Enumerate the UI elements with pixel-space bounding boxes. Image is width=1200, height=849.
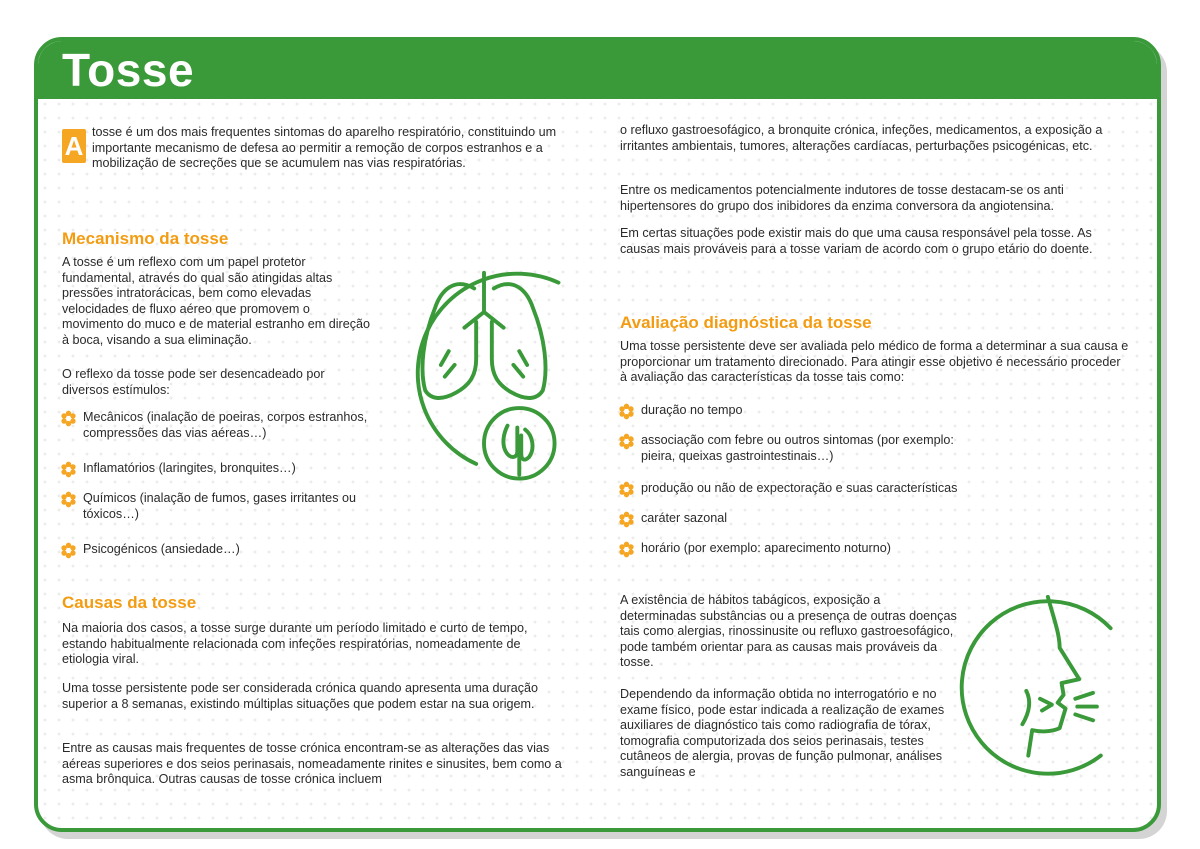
causas-p3: Entre as causas mais frequentes de tosse crónica encontram-se as alterações das vias aéreas superiores e dos seios perinasais, nomeadamente rinites e sinusites, bem como a asma brônquica. Outras causas de tosse crónica incluem bbox=[62, 741, 562, 787]
face-cough-icon bbox=[944, 589, 1140, 785]
list-item-text: Inflamatórios (laringites, bronquites…) bbox=[83, 461, 296, 475]
intro-text: tosse é um dos mais frequentes sintomas do aparelho respiratório, constituindo um importante mecanismo de defesa ao permitir a remoção de corpos estranhos e a mobilização de secreções que se acumulem nas vias respiratórias. bbox=[92, 125, 557, 171]
flower-bullet-icon bbox=[60, 461, 77, 478]
list-item bbox=[618, 541, 1138, 558]
list-item-text: horário (por exemplo: aparecimento noturno) bbox=[641, 541, 891, 555]
flower-bullet-icon bbox=[60, 542, 77, 559]
avaliacao-p2: A existência de hábitos tabágicos, exposição a determinadas substâncias ou a presença de outras doenças tais como alergias, rinossinusite ou refluxo gastroesofágico, pode também orientar para as causas mais prováveis da tosse. bbox=[620, 593, 957, 670]
list-item bbox=[60, 491, 380, 522]
causas-p2: Uma tosse persistente pode ser considerada crónica quando apresenta uma duração superior a 8 semanas, existindo múltiplas situações que podem estar na sua origem. bbox=[62, 681, 539, 711]
flower-bullet-icon bbox=[618, 511, 635, 528]
list-item bbox=[60, 461, 380, 478]
avaliacao-p1: Uma tosse persistente deve ser avaliada pelo médico de forma a determinar a sua causa e proporcionar um tratamento direcionado. Para atingir esse objetivo é necessário proceder à avaliação das características da tosse tais como: bbox=[620, 339, 1129, 385]
flower-bullet-icon bbox=[618, 541, 635, 558]
flower-bullet-icon bbox=[618, 403, 635, 420]
list-item bbox=[60, 542, 380, 559]
heading-causas: Causas da tosse bbox=[62, 593, 197, 612]
page-title: Tosse bbox=[62, 44, 195, 96]
list-item bbox=[618, 403, 1138, 420]
list-item bbox=[618, 511, 1138, 528]
flower-bullet-icon bbox=[60, 410, 77, 427]
list-item-text: Psicogénicos (ansiedade…) bbox=[83, 542, 240, 556]
flower-bullet-icon bbox=[618, 433, 635, 450]
flower-bullet-icon bbox=[60, 491, 77, 508]
right-p3: Em certas situações pode existir mais do que uma causa responsável pela tosse. As causas mais prováveis para a tosse variam de acordo com o grupo etário do doente. bbox=[620, 226, 1093, 256]
right-p1: o refluxo gastroesofágico, a bronquite crónica, infeções, medicamentos, a exposição a irritantes ambientais, tumores, alterações cardíacas, perturbações psicogénicas, etc. bbox=[620, 123, 1103, 153]
mecanismo-p2: O reflexo da tosse pode ser desencadeado por diversos estímulos: bbox=[62, 367, 325, 397]
list-item-text: caráter sazonal bbox=[641, 511, 728, 525]
list-item-text: Mecânicos (inalação de poeiras, corpos estranhos, compressões das vias aéreas…) bbox=[83, 410, 368, 440]
list-item bbox=[60, 410, 380, 441]
mecanismo-p1: A tosse é um reflexo com um papel protetor fundamental, através do qual são atingidas altas pressões intratorácicas, bem como elevadas velocidades de fluxo aéreo que promovem o movimento do muco e de material estranho em direção à boca, visando a sua eliminação. bbox=[62, 255, 370, 347]
flower-bullet-icon bbox=[618, 481, 635, 498]
lungs-icon bbox=[386, 241, 582, 481]
heading-mecanismo: Mecanismo da tosse bbox=[62, 229, 229, 248]
list-item-text: Químicos (inalação de fumos, gases irritantes ou tóxicos…) bbox=[83, 491, 356, 521]
causas-p1: Na maioria dos casos, a tosse surge durante um período limitado e curto de tempo, estando habitualmente relacionada com infeções respiratórias, nomeadamente de etiologia viral. bbox=[62, 621, 528, 667]
list-item bbox=[618, 481, 1138, 498]
heading-avaliacao: Avaliação diagnóstica da tosse bbox=[620, 313, 872, 332]
right-p2: Entre os medicamentos potencialmente indutores de tosse destacam-se os anti hipertensores do grupo dos inibidores da enzima conversora da angiotensina. bbox=[620, 183, 1064, 213]
list-item-text: duração no tempo bbox=[641, 403, 743, 417]
info-card bbox=[34, 37, 1161, 832]
list-item-text: associação com febre ou outros sintomas (por exemplo: pieira, queixas gastrointestinais…) bbox=[641, 433, 954, 463]
list-item-text: produção ou não de expectoração e suas características bbox=[641, 481, 958, 495]
title-bar bbox=[38, 41, 1157, 99]
list-item bbox=[618, 433, 988, 464]
avaliacao-p3: Dependendo da informação obtida no interrogatório e no exame físico, pode estar indicada a realização de exames auxiliares de diagnóstico tais como radiografia de tórax, tomografia computorizada dos seios perinasais, testes cutâneos de alergia, provas de função pulmonar, análises sanguíneas e bbox=[620, 687, 945, 779]
drop-cap: A bbox=[62, 129, 86, 163]
